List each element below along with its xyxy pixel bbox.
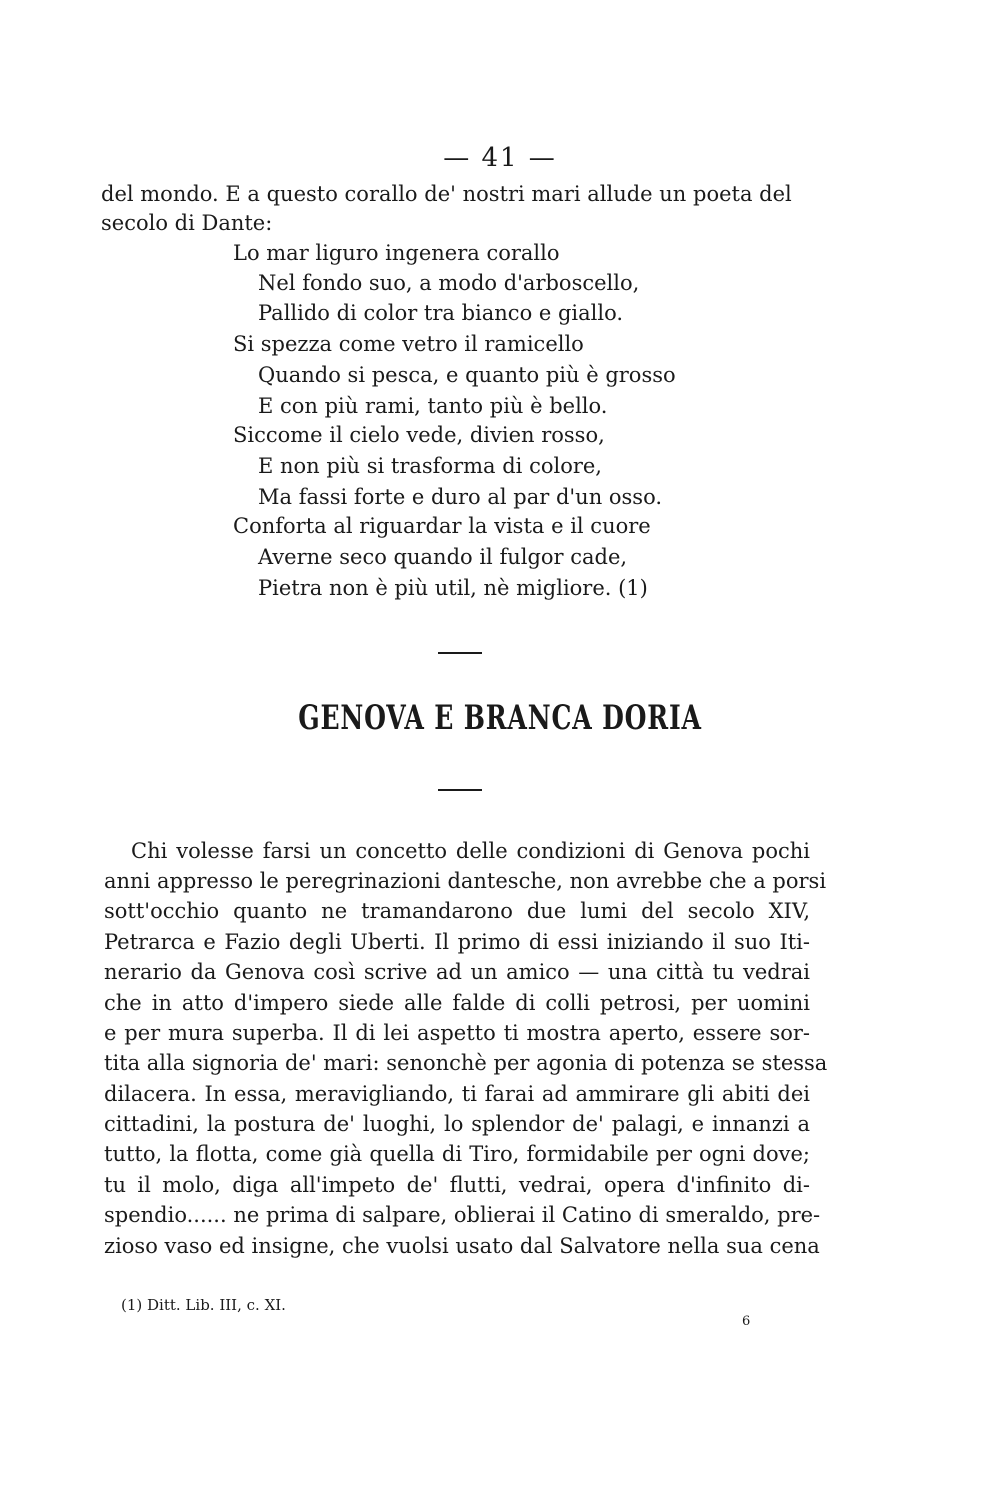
poem-line: E non più si trasforma di colore,	[258, 454, 602, 478]
body-line: e per mura superba. Il di lei aspetto ti mostra aperto, essere sor-	[104, 1021, 810, 1045]
divider-rule-bottom	[438, 789, 482, 791]
body-line: cittadini, la postura de' luoghi, lo splendor de' palagi, e innanzi a	[104, 1112, 810, 1136]
poem-line: Pallido di color tra bianco e giallo.	[258, 301, 624, 325]
body-line: tu il molo, diga all'impeto de' flutti, vedrai, opera d'infinito di-	[104, 1173, 810, 1197]
body-line: anni appresso le peregrinazioni dantesche, non avrebbe che a porsi	[104, 869, 827, 893]
body-line: dilacera. In essa, meravigliando, ti farai ad ammirare gli abiti dei	[104, 1082, 810, 1106]
poem-line: Quando si pesca, e quanto più è grosso	[258, 363, 676, 387]
section-title: GENOVA E BRANCA DORIA	[298, 698, 702, 738]
body-line: tita alla signoria de' mari: senonchè per agonia di potenza se stessa	[104, 1051, 828, 1075]
poem-line: Siccome il cielo vede, divien rosso,	[233, 423, 605, 447]
body-line: nerario da Genova così scrive ad un amico — una città tu vedrai	[104, 960, 810, 984]
divider-rule-top	[438, 652, 482, 654]
footnote: (1) Ditt. Lib. III, c. XI.	[121, 1296, 286, 1314]
poem-line: Ma fassi forte e duro al par d'un osso.	[258, 485, 663, 509]
poem-line: Averne seco quando il fulgor cade,	[258, 545, 628, 569]
signature-mark: 6	[742, 1314, 751, 1329]
body-line: Chi volesse farsi un concetto delle condizioni di Genova pochi	[131, 839, 810, 863]
intro-line-2: secolo di Dante:	[101, 211, 273, 235]
body-line: sott'occhio quanto ne tramandarono due lumi del secolo XIV,	[104, 899, 810, 923]
page-number: — 41 —	[443, 143, 557, 173]
poem-line: Si spezza come vetro il ramicello	[233, 332, 584, 356]
body-line: che in atto d'impero siede alle falde di colli petrosi, per uomini	[104, 991, 810, 1015]
body-line: zioso vaso ed insigne, che vuolsi usato dal Salvatore nella sua cena	[104, 1234, 820, 1258]
poem-line: Lo mar liguro ingenera corallo	[233, 241, 560, 265]
poem-line: E con più rami, tanto più è bello.	[258, 394, 608, 418]
poem-line: Conforta al riguardar la vista e il cuore	[233, 514, 651, 538]
body-line: Petrarca e Fazio degli Uberti. Il primo di essi iniziando il suo Iti-	[104, 930, 810, 954]
intro-line-1: del mondo. E a questo corallo de' nostri mari allude un poeta del	[101, 182, 792, 206]
body-line: spendio...... ne prima di salpare, oblierai il Catino di smeraldo, pre-	[104, 1203, 821, 1227]
poem-line: Pietra non è più util, nè migliore. (1)	[258, 576, 648, 600]
poem-line: Nel fondo suo, a modo d'arboscello,	[258, 271, 640, 295]
body-line: tutto, la flotta, come già quella di Tiro, formidabile per ogni dove;	[104, 1142, 810, 1166]
